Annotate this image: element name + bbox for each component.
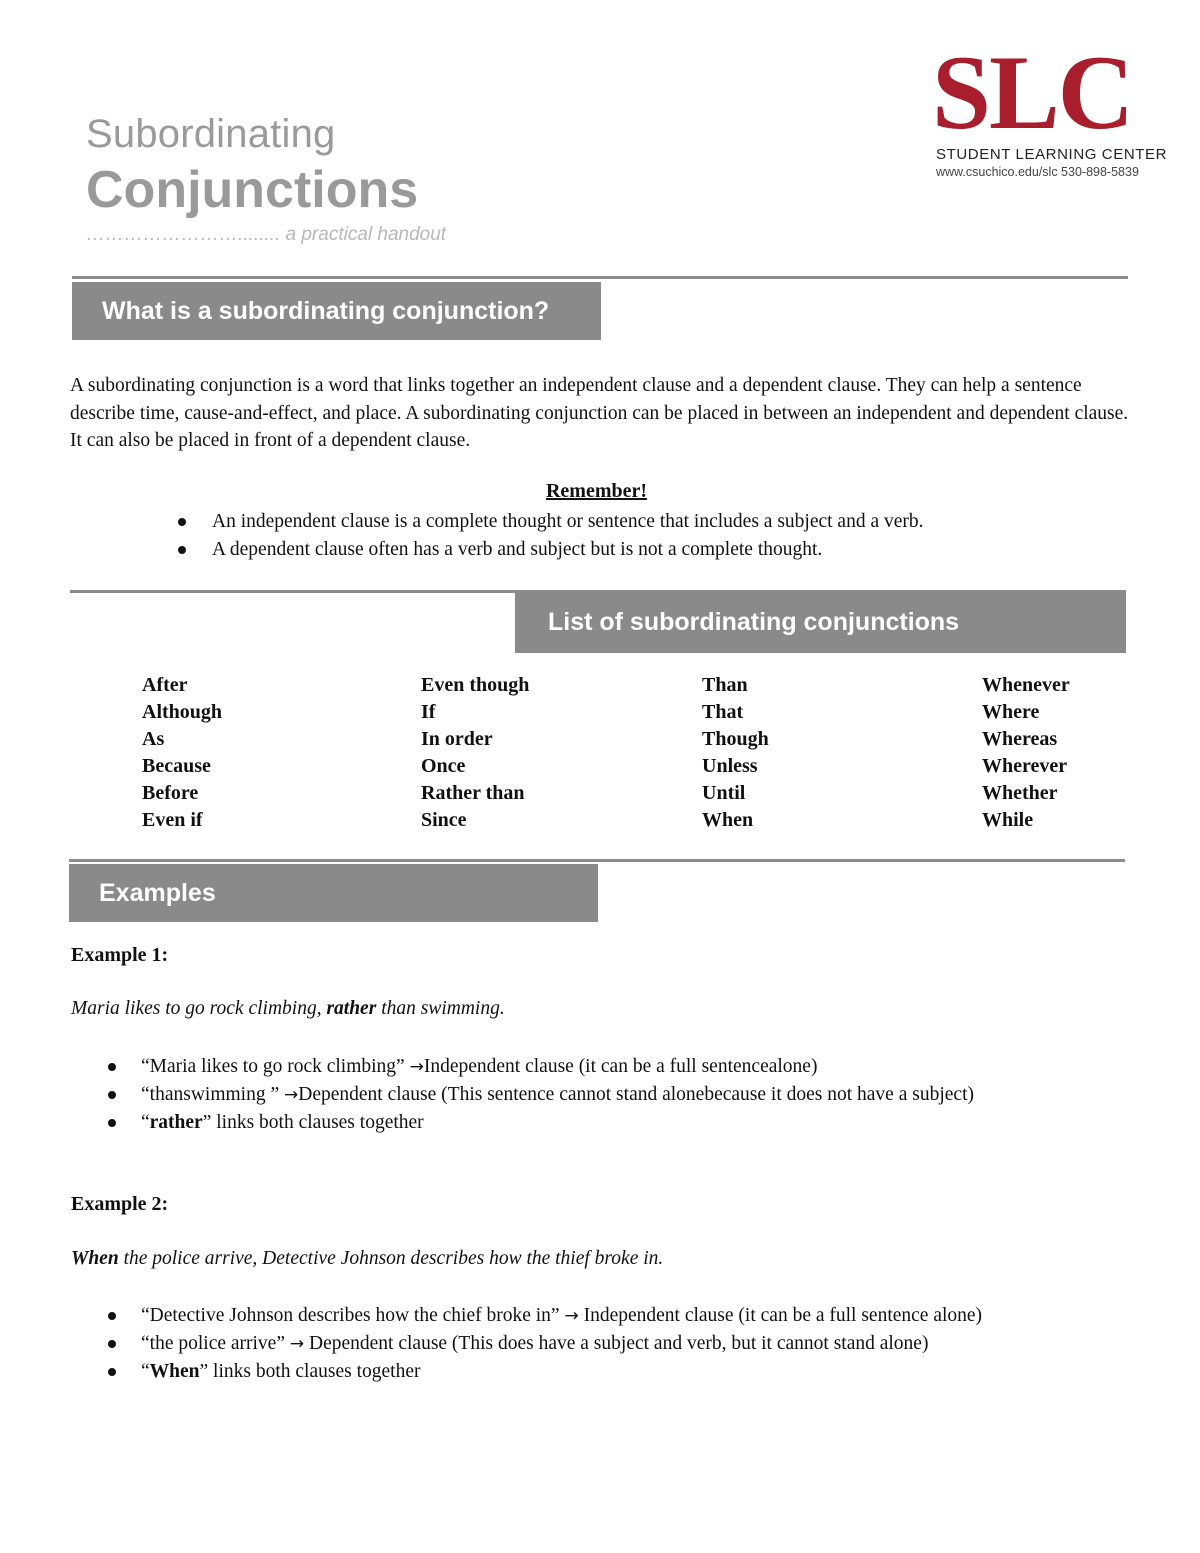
conjunction-word: After bbox=[142, 674, 188, 696]
list-item bbox=[141, 1081, 1101, 1109]
example-2-sentence bbox=[71, 1248, 663, 1270]
conjunction-word: Rather than bbox=[421, 782, 525, 804]
conjunction-word: When bbox=[702, 809, 754, 831]
slc-logo: SLC bbox=[932, 34, 1133, 151]
clause-explanation: ” links both clauses together bbox=[199, 1361, 421, 1382]
list-item bbox=[141, 1053, 1101, 1081]
definition-paragraph: A subordinating conjunction is a word that links together an independent clause and a dependent clause. They can help a sentence describe time, cause-and-effect, and place. A subordinating conjunction can be placed in between an independent and dependent clause. It can also be placed in front of a dependent clause. bbox=[70, 375, 1129, 451]
section-heading-text: Examples bbox=[99, 878, 216, 907]
conjunction-word: Wherever bbox=[982, 755, 1068, 777]
logo-center-name: STUDENT LEARNING CENTER bbox=[936, 146, 1168, 163]
arrow-icon: → bbox=[564, 1306, 579, 1326]
sentence-text: than swimming. bbox=[376, 998, 505, 1019]
quote-mark: “ bbox=[141, 1112, 150, 1133]
bold-word: rather bbox=[149, 1112, 203, 1133]
conjunction-word: Even if bbox=[142, 809, 203, 831]
conjunction-word: Even though bbox=[421, 674, 530, 696]
arrow-icon: → bbox=[283, 1085, 299, 1105]
conjunction-column-1 bbox=[142, 672, 222, 834]
arrow-icon: → bbox=[409, 1057, 424, 1077]
example-2-label: Example 2: bbox=[71, 1193, 169, 1215]
list-item bbox=[141, 1358, 1106, 1386]
conjunction-word: Because bbox=[142, 755, 211, 777]
clause-quote: “Maria likes to go rock climbing” bbox=[141, 1056, 410, 1077]
sentence-bold-word: rather bbox=[326, 998, 377, 1019]
conjunction-word: Until bbox=[702, 782, 746, 804]
conjunction-word: Whereas bbox=[982, 728, 1058, 750]
conjunction-word: Where bbox=[982, 701, 1040, 723]
conjunction-word: That bbox=[702, 701, 744, 723]
conjunction-word: Once bbox=[421, 755, 466, 777]
conjunction-word: Although bbox=[142, 701, 223, 723]
conjunction-word: Unless bbox=[702, 755, 758, 777]
conjunction-word: Though bbox=[702, 728, 769, 750]
remember-list bbox=[212, 508, 1112, 564]
section-rule bbox=[72, 276, 1128, 279]
conjunction-word: Whether bbox=[982, 782, 1058, 804]
section-heading-what-is bbox=[72, 282, 601, 340]
sentence-text: the police arrive, Detective Johnson describes how the thief broke in. bbox=[118, 1248, 664, 1269]
list-item: An independent clause is a complete thought or sentence that includes a subject and a verb. bbox=[212, 508, 1112, 536]
section-heading-text: What is a subordinating conjunction? bbox=[102, 296, 550, 325]
bold-word: When bbox=[149, 1361, 200, 1382]
section-heading-list bbox=[515, 591, 1126, 653]
conjunction-column-2 bbox=[421, 672, 529, 834]
quote-mark: “ bbox=[141, 1361, 150, 1382]
conjunction-word: If bbox=[421, 701, 436, 723]
sentence-text: Maria likes to go rock climbing, bbox=[71, 998, 327, 1019]
conjunction-word: Whenever bbox=[982, 674, 1070, 696]
arrow-icon: → bbox=[289, 1334, 305, 1354]
conjunction-word: As bbox=[142, 728, 165, 750]
list-item bbox=[141, 1330, 1106, 1358]
conjunction-word: Since bbox=[421, 809, 467, 831]
example-2-list bbox=[141, 1302, 1106, 1386]
clause-quote: “thanswimming ” bbox=[141, 1084, 284, 1105]
example-1-list bbox=[141, 1053, 1101, 1137]
clause-quote: “Detective Johnson describes how the chief broke in” bbox=[141, 1305, 565, 1326]
conjunction-word: Than bbox=[702, 674, 748, 696]
clause-explanation: ” links both clauses together bbox=[202, 1112, 424, 1133]
conjunction-column-4 bbox=[982, 672, 1070, 834]
tagline: ……………………........ a practical handout bbox=[86, 224, 447, 245]
conjunction-word: Before bbox=[142, 782, 199, 804]
section-rule bbox=[69, 859, 1125, 862]
logo-contact: www.csuchico.edu/slc 530-898-5839 bbox=[936, 165, 1139, 179]
remember-heading: Remember! bbox=[545, 480, 648, 502]
clause-explanation: Independent clause (it can be a full sentencealone) bbox=[423, 1056, 818, 1077]
example-1-label: Example 1: bbox=[71, 944, 169, 966]
example-1-sentence bbox=[71, 998, 505, 1020]
list-item: A dependent clause often has a verb and subject but is not a complete thought. bbox=[212, 536, 1112, 564]
clause-quote: “the police arrive” bbox=[141, 1333, 290, 1354]
list-item bbox=[141, 1302, 1106, 1330]
conjunction-word: While bbox=[982, 809, 1034, 831]
clause-explanation: Dependent clause (This sentence cannot stand alonebecause it does not have a subject) bbox=[298, 1084, 974, 1105]
conjunction-column-3 bbox=[702, 672, 769, 834]
section-heading-examples bbox=[69, 864, 598, 922]
clause-explanation: Dependent clause (This does have a subject and verb, but it cannot stand alone) bbox=[304, 1333, 929, 1354]
title-subordinating: Subordinating bbox=[86, 112, 336, 156]
sentence-bold-word: When bbox=[71, 1248, 119, 1269]
clause-explanation: Independent clause (it can be a full sentence alone) bbox=[578, 1305, 983, 1326]
section-heading-text: List of subordinating conjunctions bbox=[548, 607, 960, 636]
title-conjunctions: Conjunctions bbox=[86, 161, 419, 219]
list-item bbox=[141, 1109, 1101, 1137]
conjunction-word: In order bbox=[421, 728, 493, 750]
